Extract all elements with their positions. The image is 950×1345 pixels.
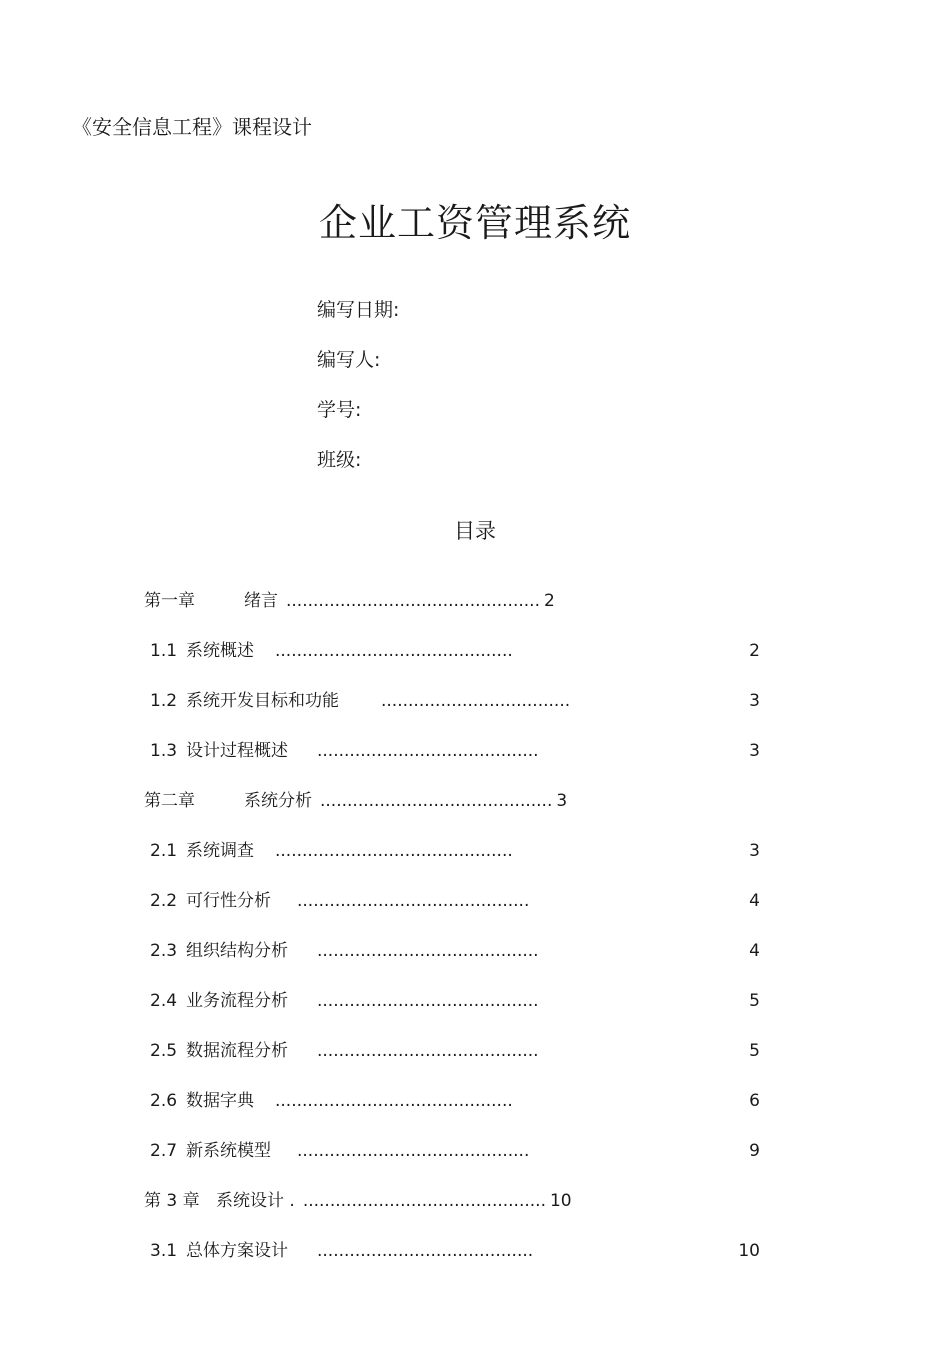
toc-entry-title: 设计过程概述 xyxy=(186,741,288,761)
student-id-field-label: 学号: xyxy=(317,399,362,421)
toc-section-row[interactable] xyxy=(0,1038,950,1088)
toc-section-row[interactable] xyxy=(0,738,950,788)
toc-entry-title xyxy=(244,588,555,614)
author-field-label: 编写人: xyxy=(317,349,381,371)
toc-section-row[interactable] xyxy=(0,1238,950,1288)
toc-dot-leader: ................................... xyxy=(381,691,571,711)
toc-dot-leader: ............................................ xyxy=(275,641,513,661)
toc-entry-number: 2.6 xyxy=(150,1091,178,1111)
toc-entry-title: 系统概述 xyxy=(186,641,254,661)
toc-page-number: 2 xyxy=(749,641,760,661)
toc-entry-number: 2.2 xyxy=(150,891,178,911)
toc-page-number: 4 xyxy=(749,891,760,911)
toc-section-row[interactable] xyxy=(0,888,950,938)
course-title: 《安全信息工程》课程设计 xyxy=(72,115,312,139)
toc-entry-number: 第一章 xyxy=(144,591,195,611)
toc-section-row[interactable] xyxy=(0,838,950,888)
toc-entry-number: 3.1 xyxy=(150,1241,178,1261)
toc-page-number: 10 xyxy=(549,1191,572,1211)
toc-section-row[interactable] xyxy=(0,688,950,738)
toc-dot-leader: ......................................... xyxy=(317,1041,539,1061)
toc-dot-leader: ............................................... xyxy=(286,591,540,611)
toc-dot-leader: ........................................ xyxy=(317,1241,534,1261)
toc-section-row[interactable] xyxy=(0,1138,950,1188)
toc-page-number: 6 xyxy=(749,1091,760,1111)
class-field-label: 班级: xyxy=(317,449,362,471)
toc-dot-leader: ......................................... xyxy=(317,991,539,1011)
toc-page-number: 4 xyxy=(749,941,760,961)
toc-dot-leader: ............................................. xyxy=(302,1191,546,1211)
toc-section-row[interactable] xyxy=(0,1088,950,1138)
toc-entry-number: 2.3 xyxy=(150,941,178,961)
toc-page-number: 3 xyxy=(749,741,760,761)
toc-entry-number: 2.5 xyxy=(150,1041,178,1061)
toc-entry-title: 业务流程分析 xyxy=(186,991,288,1011)
toc-dot-leader: ......................................... xyxy=(317,941,539,961)
toc-page-number: 2 xyxy=(543,591,555,611)
toc-page-number: 5 xyxy=(749,991,760,1011)
toc-entry-number: 2.1 xyxy=(150,841,178,861)
toc-entry-title: 可行性分析 xyxy=(186,891,271,911)
toc-section-row[interactable] xyxy=(0,938,950,988)
toc-page-number: 10 xyxy=(738,1241,760,1261)
toc-section-row[interactable] xyxy=(0,638,950,688)
toc-entry-number: 第 3 章 xyxy=(144,1191,200,1211)
toc-entry-title: 系统开发目标和功能 xyxy=(186,691,339,711)
toc-section-row[interactable] xyxy=(0,988,950,1038)
toc-page-number: 3 xyxy=(749,841,760,861)
toc-entry-number: 第二章 xyxy=(144,791,195,811)
toc-page-number: 3 xyxy=(749,691,760,711)
document-title: 企业工资管理系统 xyxy=(318,201,631,245)
toc-entry-title: 总体方案设计 xyxy=(186,1241,288,1261)
toc-entry-number: 2.4 xyxy=(150,991,178,1011)
toc-dot-leader: ........................................... xyxy=(297,1141,530,1161)
toc-chapter-row[interactable] xyxy=(0,588,950,638)
toc-page-number: 9 xyxy=(749,1141,760,1161)
toc-entry-title-text: 绪言 xyxy=(244,591,278,611)
toc-entry-title: 系统调查 xyxy=(186,841,254,861)
toc-dot-leader: ........................................... xyxy=(297,891,530,911)
date-field-label: 编写日期: xyxy=(317,299,400,321)
toc-page-number: 3 xyxy=(556,791,568,811)
toc-entry-title: 数据流程分析 xyxy=(186,1041,288,1061)
toc-entry-number: 1.3 xyxy=(150,741,178,761)
toc-chapter-row[interactable] xyxy=(0,788,950,838)
toc-heading: 目录 xyxy=(454,519,496,543)
table-of-contents xyxy=(0,588,950,1288)
toc-chapter-row[interactable] xyxy=(0,1188,950,1238)
toc-entry-title xyxy=(244,788,567,814)
toc-dot-leader: ......................................... xyxy=(317,741,539,761)
toc-entry-number: 2.7 xyxy=(150,1141,178,1161)
toc-page-number: 5 xyxy=(749,1041,760,1061)
toc-entry-title-text: 系统分析 xyxy=(244,791,312,811)
toc-dot-leader: ............................................ xyxy=(275,1091,513,1111)
toc-entry-title: 数据字典 xyxy=(186,1091,254,1111)
toc-dot-leader: ........................................... xyxy=(320,791,553,811)
meta-fields xyxy=(317,297,399,497)
toc-entry-title-text: 系统设计 . xyxy=(216,1191,295,1211)
toc-entry-number: 1.2 xyxy=(150,691,178,711)
toc-entry-title xyxy=(216,1188,572,1214)
toc-entry-title: 新系统模型 xyxy=(186,1141,271,1161)
toc-entry-number: 1.1 xyxy=(150,641,178,661)
toc-entry-title: 组织结构分析 xyxy=(186,941,288,961)
toc-dot-leader: ............................................ xyxy=(275,841,513,861)
